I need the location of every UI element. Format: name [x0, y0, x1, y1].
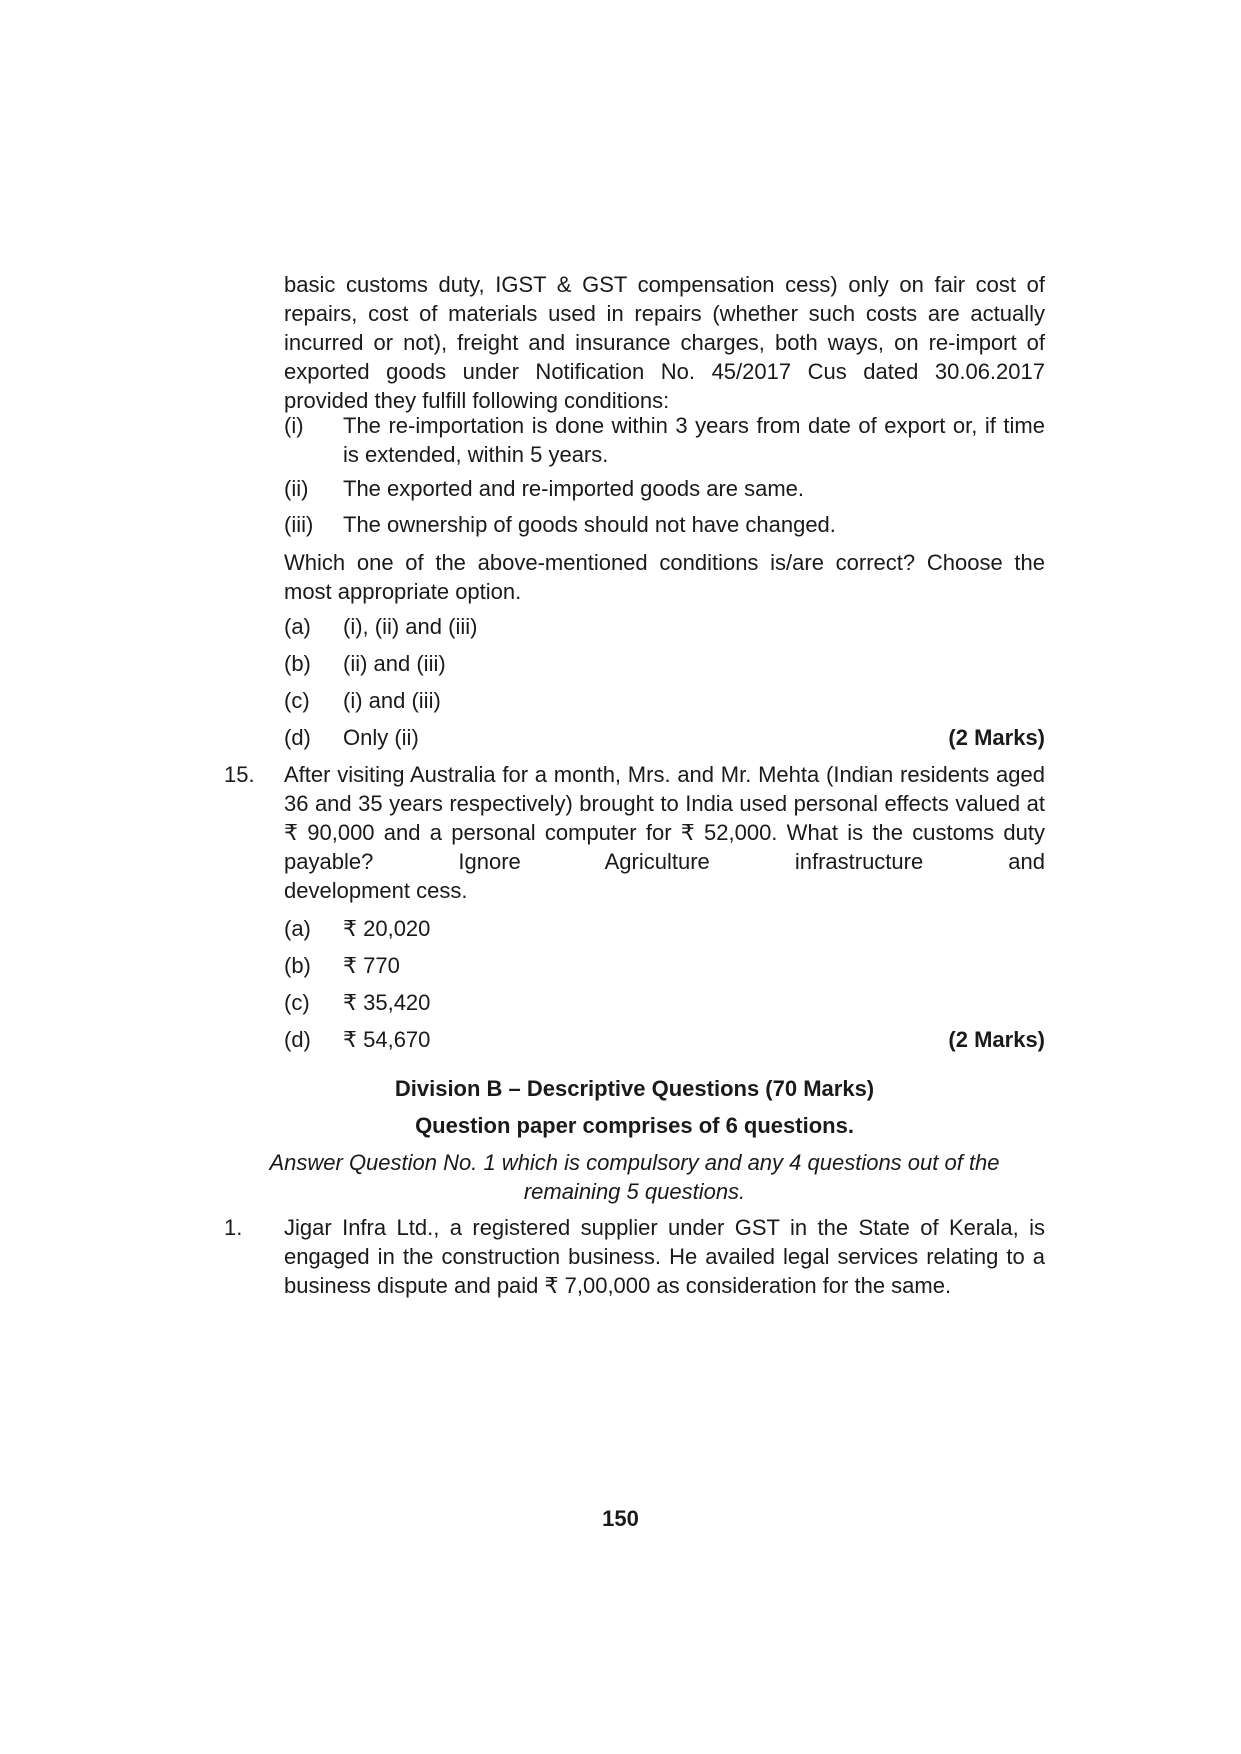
condition-label: (i) — [284, 413, 304, 438]
condition-item — [284, 411, 1045, 469]
condition-item — [284, 510, 1045, 539]
division-subtitle: Question paper comprises of 6 questions. — [415, 1113, 854, 1138]
option-label: (c) — [284, 688, 310, 713]
option-label: (a) — [284, 916, 311, 941]
option-text: (ii) and (iii) — [343, 651, 446, 676]
option-label: (a) — [284, 614, 311, 639]
q14-prompt: Which one of the above-mentioned conditions is/are correct? Choose the most appropriate option. — [284, 550, 1045, 604]
q14-option-b — [284, 649, 1045, 678]
option-text: ₹ 20,020 — [343, 916, 431, 941]
option-text: ₹ 54,670 — [343, 1027, 431, 1052]
option-label: (d) — [284, 725, 311, 750]
q1-text: Jigar Infra Ltd., a registered supplier under GST in the State of Kerala, is engaged in the construction business. He availed legal services relating to a business dispute and paid ₹ 7,00,000 as consideration for the same. — [284, 1215, 1045, 1298]
condition-text: The exported and re-imported goods are same. — [343, 476, 805, 501]
division-instruction: Answer Question No. 1 which is compulsory and any 4 questions out of the remaining 5 questions. — [269, 1150, 1000, 1204]
q15-number: 15. — [224, 762, 255, 787]
q15-text-end: development cess. — [284, 878, 468, 903]
q14-marks: (2 Marks) — [948, 725, 1045, 750]
option-text: ₹ 35,420 — [343, 990, 431, 1015]
q15-text-main: After visiting Australia for a month, Mrs. and Mr. Mehta (Indian residents aged 36 and 35 years respectively) brought to India used personal effects valued at ₹ 90,000 and a personal computer for ₹ 52,000. What is the customs duty payable? Ignore Agriculture infrastructure and — [284, 762, 1045, 874]
q15-marks: (2 Marks) — [948, 1027, 1045, 1052]
intro-paragraph: basic customs duty, IGST & GST compensation cess) only on fair cost of repairs, cost of materials used in repairs (whether such costs are actually incurred or not), freight and insurance charges, both ways, on re-import of exported goods under Notification No. 45/2017 Cus dated 30.06.2017 provided they fulfill following conditions: — [284, 272, 1045, 413]
option-label: (b) — [284, 651, 311, 676]
q14-option-c — [284, 686, 1045, 715]
q14-option-d — [284, 723, 1045, 752]
q14-option-a — [284, 612, 1045, 641]
q1-number: 1. — [224, 1215, 243, 1240]
q15-option-a — [284, 914, 1045, 943]
option-label: (d) — [284, 1027, 311, 1052]
condition-text: The ownership of goods should not have changed. — [343, 512, 836, 537]
q15-option-c — [284, 988, 1045, 1017]
option-text: Only (ii) — [343, 725, 419, 750]
option-label: (c) — [284, 990, 310, 1015]
division-title: Division B – Descriptive Questions (70 Marks) — [394, 1076, 875, 1101]
option-text: ₹ 770 — [343, 953, 400, 978]
q15-option-b — [284, 951, 1045, 980]
condition-label: (ii) — [284, 476, 309, 501]
option-text: (i) and (iii) — [343, 688, 441, 713]
condition-item — [284, 474, 1045, 503]
condition-label: (iii) — [284, 512, 314, 537]
option-label: (b) — [284, 953, 311, 978]
q15-option-d — [284, 1025, 1045, 1054]
option-text: (i), (ii) and (iii) — [343, 614, 478, 639]
page-number: 150 — [602, 1506, 639, 1531]
condition-text: The re-importation is done within 3 years from date of export or, if time is extended, within 5 years. — [343, 413, 1045, 467]
